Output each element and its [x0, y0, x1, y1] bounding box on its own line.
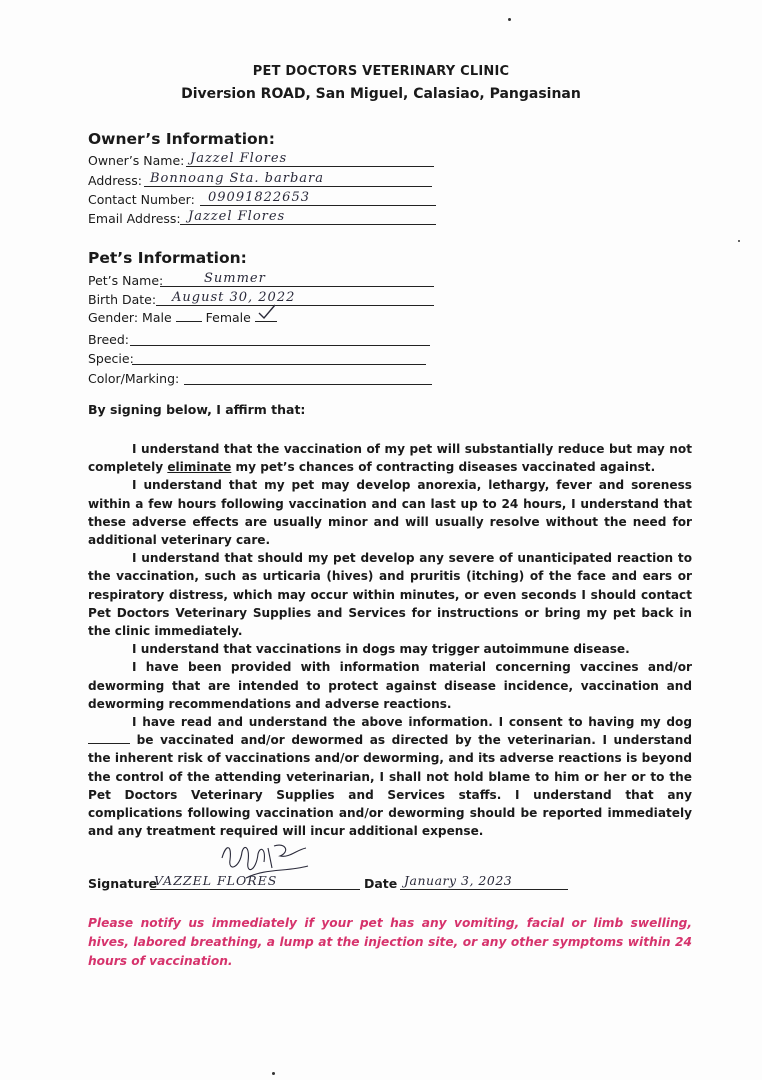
address-field[interactable] [88, 170, 438, 190]
gender-label: Gender: [88, 310, 139, 325]
paragraph-information-material: I have been provided with information material concerning vaccines and/or deworming that are intended to protect against disease incidence, vaccination and deworming recommendations and adverse reactions. [88, 660, 692, 711]
owner-name-field[interactable] [88, 150, 438, 170]
address-value: Bonnoang Sta. barbara [150, 171, 324, 186]
pet-name-field[interactable] [88, 270, 438, 290]
scan-speck [738, 240, 740, 242]
specie-label: Specie: [88, 351, 134, 366]
pet-section-title: Pet’s Information: [88, 249, 247, 267]
gender-female-label: Female [205, 310, 251, 325]
color-marking-label: Color/Marking: [88, 371, 180, 386]
email-address-label: Email Address: [88, 211, 181, 226]
breed-label: Breed: [88, 332, 129, 347]
birth-date-label: Birth Date: [88, 292, 157, 307]
contact-number-label: Contact Number: [88, 192, 195, 207]
consent-body [88, 440, 692, 840]
paragraph-autoimmune: I understand that vaccinations in dogs may trigger autoimmune disease. [132, 642, 630, 657]
specie-field[interactable] [88, 348, 438, 368]
date-line[interactable] [400, 889, 568, 890]
pet-name-value: Summer [204, 271, 266, 286]
paragraph-severe-reaction: I understand that should my pet develop any severe of unanticipated reaction to the vaccination, such as urticaria (hives) and pruritis (itching) of the face and ears or respiratory distress, which may occur within minutes, or even seconds I should contact Pet Doctors Veterinary Supplies and Services for instructions or bring my pet back in the clinic immediately. [88, 551, 692, 639]
affirm-heading: By signing below, I affirm that: [88, 402, 306, 417]
signature-line[interactable] [150, 889, 360, 890]
email-address-value: Jazzel Flores [188, 209, 286, 224]
gender-field[interactable] [88, 310, 277, 325]
gender-male-blank[interactable] [176, 310, 202, 322]
signature-row [88, 872, 688, 894]
owner-section-title: Owner’s Information: [88, 130, 275, 148]
scan-speck [508, 18, 511, 21]
notice-text: Please notify us immediately if your pet has any vomiting, facial or limb swelling, hives, labored breathing, a lump at the injection site, or any other symptoms within 24 hours of vaccination. [88, 916, 692, 968]
breed-field[interactable] [88, 329, 438, 349]
paragraph-vaccination-effect: I understand that the vaccination of my pet will substantially reduce but may not completely eliminate my pet’s chances of contracting diseases vaccinated against. [88, 442, 692, 475]
checkmark-icon [256, 302, 278, 322]
birth-date-value: August 30, 2022 [172, 290, 296, 305]
owner-name-label: Owner’s Name: [88, 153, 185, 168]
gender-male-label: Male [142, 310, 172, 325]
owner-name-value: Jazzel Flores [190, 151, 288, 166]
clinic-address: Diversion ROAD, San Miguel, Calasiao, Pangasinan [181, 86, 581, 102]
paragraph-side-effects: I understand that my pet may develop anorexia, lethargy, fever and soreness within a few hours following vaccination and can last up to 24 hours, I understand that these adverse effects are usually minor and will usually resolve without the need for additional veterinary care. [88, 478, 692, 548]
color-marking-field[interactable] [88, 368, 438, 388]
dog-name-blank[interactable] [88, 732, 130, 744]
pet-name-label: Pet’s Name: [88, 273, 164, 288]
date-value: January 3, 2023 [404, 873, 513, 888]
date-label: Date [364, 876, 398, 891]
signature-label: Signature [88, 876, 158, 891]
address-label: Address: [88, 173, 142, 188]
contact-number-field[interactable] [88, 189, 438, 209]
clinic-name: PET DOCTORS VETERINARY CLINIC [252, 64, 510, 79]
signature-value: VAZZEL FLORES [154, 873, 278, 888]
paragraph-consent: I have read and understand the above information. I consent to having my dog be vaccinated and/or dewormed as directed by the veterinarian. I understand the inherent risk of vaccinations and/or deworming, and its adverse reactions is beyond the control of the attending veterinarian, I shall not hold blame to him or her or to the Pet Doctors Veterinary Supplies and Services staffs. I understand that any complications following vaccination and/or deworming should be reported immediately and any treatment required will incur additional expense. [88, 715, 692, 839]
contact-number-value: 09091822653 [208, 190, 310, 205]
email-address-field[interactable] [88, 208, 438, 228]
scan-speck [272, 1072, 275, 1075]
